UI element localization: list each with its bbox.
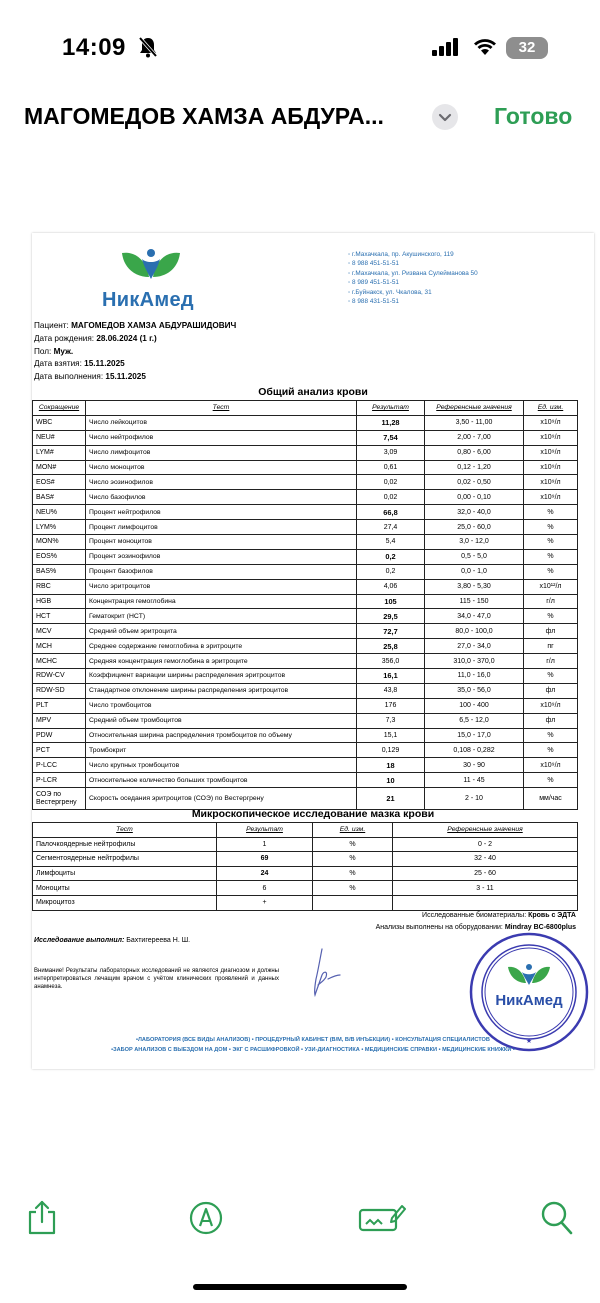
table-row xyxy=(33,881,578,896)
cbc-table xyxy=(32,400,578,810)
cell-unit: x10⁹/л xyxy=(524,698,578,713)
cell-ref: 11,0 - 16,0 xyxy=(425,669,524,684)
cell-ref xyxy=(393,895,578,910)
cell-ref: 25 - 60 xyxy=(393,866,578,881)
cell-result: 0,02 xyxy=(357,490,425,505)
cell-ref: 3,0 - 12,0 xyxy=(425,535,524,550)
table-row xyxy=(33,698,578,713)
cell-unit: г/л xyxy=(524,594,578,609)
cell-abbr: MCV xyxy=(33,624,86,639)
cell-unit: x10¹²/л xyxy=(524,579,578,594)
cell-unit: x10⁹/л xyxy=(524,430,578,445)
column-header: Результат xyxy=(217,823,313,838)
equipment-value: Mindray BC-6800plus xyxy=(504,924,576,931)
cell-result: 69 xyxy=(217,852,313,867)
cell-abbr: LYM# xyxy=(33,445,86,460)
table-row xyxy=(33,743,578,758)
contact-line: ◦ 8 988 431-51-51 xyxy=(348,297,478,306)
cell-abbr: MON# xyxy=(33,460,86,475)
table-row xyxy=(33,639,578,654)
cell-test: Среднее содержание гемоглобина в эритроците xyxy=(86,639,357,654)
cell-ref: 310,0 - 370,0 xyxy=(425,654,524,669)
table-row xyxy=(33,430,578,445)
cell-result: 18 xyxy=(357,758,425,773)
home-indicator xyxy=(193,1284,407,1290)
cell-ref: 34,0 - 47,0 xyxy=(425,609,524,624)
cell-test: Число тромбоцитов xyxy=(86,698,357,713)
dob-label: Дата рождения: xyxy=(34,333,95,343)
cell-result: + xyxy=(217,895,313,910)
table-row xyxy=(33,866,578,881)
contact-line: ◦ г.Махачкала, пр. Акушинского, 119 xyxy=(348,250,478,259)
cell-unit: % xyxy=(524,505,578,520)
taken-date-label: Дата взятия: xyxy=(34,359,82,369)
cell-result: 24 xyxy=(217,866,313,881)
cell-test: Микроцитоз xyxy=(33,895,217,910)
cell-unit: фл xyxy=(524,713,578,728)
performer-value: Бахтигереева Н. Ш. xyxy=(126,937,191,944)
cell-abbr: PLT xyxy=(33,698,86,713)
biomaterial-value: Кровь с ЭДТА xyxy=(528,912,576,919)
cell-test: Средний объем эритроцита xyxy=(86,624,357,639)
table-row xyxy=(33,594,578,609)
table-row xyxy=(33,535,578,550)
cell-unit: фл xyxy=(524,624,578,639)
cell-test: Процент базофилов xyxy=(86,564,357,579)
table-row xyxy=(33,758,578,773)
cell-test: Число лимфоцитов xyxy=(86,445,357,460)
signature-image xyxy=(306,945,346,1006)
cell-result: 72,7 xyxy=(357,624,425,639)
table-row xyxy=(33,669,578,684)
cell-result: 105 xyxy=(357,594,425,609)
done-button[interactable]: Готово xyxy=(494,103,573,129)
cell-abbr: PDW xyxy=(33,728,86,743)
table-row xyxy=(33,624,578,639)
table-row xyxy=(33,549,578,564)
cell-test: Относительное количество больших тромбоцитов xyxy=(86,773,357,788)
cell-ref: 3,50 - 11,00 xyxy=(425,415,524,430)
cell-result: 11,28 xyxy=(357,415,425,430)
footer-services-line-2: •ЗАБОР АНАЛИЗОВ С ВЫЕЗДОМ НА ДОМ • ЭКГ С РАСШИФРОВКОЙ • УЗИ-ДИАГНОСТИКА • МЕДИЦИНСКИЕ СПРАВКИ • МЕДИЦИНСКИЕ КНИЖКИ • xyxy=(111,1047,515,1053)
cell-abbr: NEU# xyxy=(33,430,86,445)
share-icon[interactable] xyxy=(26,1200,58,1241)
cell-result: 15,1 xyxy=(357,728,425,743)
cell-abbr: P-LCR xyxy=(33,773,86,788)
cell-ref: 0,12 - 1,20 xyxy=(425,460,524,475)
smear-table xyxy=(32,822,578,911)
cell-result: 21 xyxy=(357,788,425,810)
cell-unit: г/л xyxy=(524,654,578,669)
table-row xyxy=(33,852,578,867)
cell-test: Число эозинофилов xyxy=(86,475,357,490)
table-row xyxy=(33,475,578,490)
cell-ref: 3 - 11 xyxy=(393,881,578,896)
sex-value: Муж. xyxy=(53,346,74,356)
table-row xyxy=(33,788,578,810)
cell-abbr: MPV xyxy=(33,713,86,728)
cell-test: Число эритроцитов xyxy=(86,579,357,594)
cell-unit: % xyxy=(524,773,578,788)
cell-ref: 25,0 - 60,0 xyxy=(425,520,524,535)
table-row xyxy=(33,683,578,698)
table-row xyxy=(33,837,578,852)
cell-abbr: MCH xyxy=(33,639,86,654)
cell-abbr: WBC xyxy=(33,415,86,430)
stamp-brand: НикАмед xyxy=(495,992,563,1009)
cell-test: Тромбокрит xyxy=(86,743,357,758)
cell-abbr: EOS# xyxy=(33,475,86,490)
cell-test: Число нейтрофилов xyxy=(86,430,357,445)
cell-result: 10 xyxy=(357,773,425,788)
cell-result: 16,1 xyxy=(357,669,425,684)
cell-ref: 2,00 - 7,00 xyxy=(425,430,524,445)
cell-ref: 0,80 - 6,00 xyxy=(425,445,524,460)
column-header: Ед. изм. xyxy=(524,401,578,416)
column-header: Ед. изм. xyxy=(313,823,393,838)
cell-result: 7,3 xyxy=(357,713,425,728)
table-row xyxy=(33,490,578,505)
bell-muted-icon xyxy=(138,36,158,63)
document-title[interactable]: МАГОМЕДОВ ХАМЗА АБДУРА... xyxy=(24,103,384,129)
cell-unit: % xyxy=(313,866,393,881)
cell-unit: % xyxy=(313,837,393,852)
done-date-value: 15.11.2025 xyxy=(105,372,146,382)
cell-unit: % xyxy=(524,669,578,684)
contact-line: ◦ г.Буйнакск, ул. Чкалова, 31 xyxy=(348,288,478,297)
cell-result: 0,129 xyxy=(357,743,425,758)
cbc-title: Общий анализ крови xyxy=(258,386,368,398)
cell-unit: x10⁹/л xyxy=(524,758,578,773)
cell-ref: 35,0 - 56,0 xyxy=(425,683,524,698)
table-row xyxy=(33,773,578,788)
cell-unit: % xyxy=(524,520,578,535)
taken-date-value: 15.11.2025 xyxy=(84,359,125,369)
cell-unit xyxy=(313,895,393,910)
cell-result: 25,8 xyxy=(357,639,425,654)
table-row xyxy=(33,579,578,594)
cell-test: Концентрация гемоглобина xyxy=(86,594,357,609)
cell-unit: % xyxy=(524,728,578,743)
cell-ref: 30 - 90 xyxy=(425,758,524,773)
equipment-label: Анализы выполнены на оборудовании: xyxy=(375,924,503,931)
cell-result: 6 xyxy=(217,881,313,896)
done-date-label: Дата выполнения: xyxy=(34,372,104,382)
table-row xyxy=(33,564,578,579)
column-header: Тест xyxy=(86,401,357,416)
status-time: 14:09 xyxy=(62,34,126,61)
cell-ref: 0,5 - 5,0 xyxy=(425,549,524,564)
cell-result: 7,54 xyxy=(357,430,425,445)
cell-abbr: RDW-SD xyxy=(33,683,86,698)
cell-ref: 115 - 150 xyxy=(425,594,524,609)
cell-test: Число базофилов xyxy=(86,490,357,505)
patient-name-label: Пациент: xyxy=(34,321,69,330)
cell-abbr: NEU% xyxy=(33,505,86,520)
cell-unit: % xyxy=(313,881,393,896)
column-header: Референсные значения xyxy=(425,401,524,416)
performer-info xyxy=(34,937,190,944)
cell-abbr: RBC xyxy=(33,579,86,594)
performer-label: Исследование выполнил: xyxy=(34,937,125,944)
cell-unit: % xyxy=(524,549,578,564)
cell-result: 0,2 xyxy=(357,549,425,564)
cell-ref: 0,02 - 0,50 xyxy=(425,475,524,490)
cell-abbr: EOS% xyxy=(33,549,86,564)
cell-abbr: P-LCC xyxy=(33,758,86,773)
cell-result: 4,06 xyxy=(357,579,425,594)
column-header: Сокращение xyxy=(33,401,86,416)
column-header: Тест xyxy=(33,823,217,838)
biomaterial-label: Исследованные биоматериалы: xyxy=(422,912,527,919)
cell-test: Процент лимфоцитов xyxy=(86,520,357,535)
cell-unit: x10⁹/л xyxy=(524,460,578,475)
cell-test: Относительная ширина распределения тромбоцитов по объему xyxy=(86,728,357,743)
cell-result: 356,0 xyxy=(357,654,425,669)
column-header: Результат xyxy=(357,401,425,416)
cell-ref: 27,0 - 34,0 xyxy=(425,639,524,654)
cell-ref: 100 - 400 xyxy=(425,698,524,713)
table-row xyxy=(33,415,578,430)
table-row xyxy=(33,654,578,669)
nav-bar xyxy=(0,95,600,141)
cell-unit: % xyxy=(524,564,578,579)
disclaimer-note: Внимание! Результаты лабораторных исследований не являются диагнозом и должны интерпретироваться лечащим врачом с учётом клинических проявлений и данных анамнеза. xyxy=(34,968,279,990)
cell-unit: x10⁹/л xyxy=(524,475,578,490)
table-row xyxy=(33,609,578,624)
cell-abbr: MON% xyxy=(33,535,86,550)
cell-abbr: PCT xyxy=(33,743,86,758)
clinic-contacts xyxy=(348,250,478,306)
contact-line: ◦ 8 988 451-51-51 xyxy=(348,259,478,268)
cell-result: 29,5 xyxy=(357,609,425,624)
cell-ref: 2 - 10 xyxy=(425,788,524,810)
table-row xyxy=(33,505,578,520)
cell-abbr: HCT xyxy=(33,609,86,624)
cell-unit: % xyxy=(524,743,578,758)
cell-ref: 3,80 - 5,30 xyxy=(425,579,524,594)
column-header: Референсные значения xyxy=(393,823,578,838)
cell-ref: 32,0 - 40,0 xyxy=(425,505,524,520)
cell-test: Число моноцитов xyxy=(86,460,357,475)
cell-abbr: RDW-CV xyxy=(33,669,86,684)
cell-result: 27,4 xyxy=(357,520,425,535)
cell-unit: % xyxy=(524,535,578,550)
chevron-down-icon xyxy=(432,104,458,130)
cell-result: 0,61 xyxy=(357,460,425,475)
cell-test: Гематокрит (HCT) xyxy=(86,609,357,624)
table-row xyxy=(33,445,578,460)
cell-ref: 80,0 - 100,0 xyxy=(425,624,524,639)
logo-icon xyxy=(120,247,182,292)
cell-test: Процент нейтрофилов xyxy=(86,505,357,520)
cell-test: Число крупных тромбоцитов xyxy=(86,758,357,773)
table-row xyxy=(33,728,578,743)
cell-ref: 32 - 40 xyxy=(393,852,578,867)
brand-name: НикАмед xyxy=(102,289,194,311)
cell-unit: мм/час xyxy=(524,788,578,810)
cell-result: 66,8 xyxy=(357,505,425,520)
markup-icon[interactable] xyxy=(188,1200,224,1241)
wifi-icon xyxy=(472,37,498,62)
contact-line: ◦ 8 989 451-51-51 xyxy=(348,278,478,287)
cell-test: Стандартное отклонение ширины распределения эритроцитов xyxy=(86,683,357,698)
cell-test: Процент моноцитов xyxy=(86,535,357,550)
cell-unit: фл xyxy=(524,683,578,698)
cell-test: Моноциты xyxy=(33,881,217,896)
cell-abbr: BAS# xyxy=(33,490,86,505)
cell-ref: 15,0 - 17,0 xyxy=(425,728,524,743)
table-row xyxy=(33,460,578,475)
cell-test: Средняя концентрация гемоглобина в эритроците xyxy=(86,654,357,669)
cell-ref: 0,108 - 0,282 xyxy=(425,743,524,758)
cell-test: Скорость оседания эритроцитов (СОЭ) по Вестергрену xyxy=(86,788,357,810)
smear-title: Микроскопическое исследование мазка крови xyxy=(191,808,435,820)
table-row xyxy=(33,895,578,910)
cell-test: Процент эозинофилов xyxy=(86,549,357,564)
cell-result: 43,8 xyxy=(357,683,425,698)
contact-line: ◦ г.Махачкала, ул. Ризвана Сулейманова 50 xyxy=(348,269,478,278)
patient-info xyxy=(34,320,236,384)
svg-text:★: ★ xyxy=(525,1038,533,1045)
table-row xyxy=(33,520,578,535)
battery-indicator: 32 xyxy=(506,37,548,59)
cell-result: 1 xyxy=(217,837,313,852)
signature-icon[interactable] xyxy=(358,1200,406,1239)
cellular-signal-icon xyxy=(432,38,460,61)
cell-abbr: СОЭ по Вестергрену xyxy=(33,788,86,810)
cell-test: Средний объем тромбоцитов xyxy=(86,713,357,728)
cell-unit: пг xyxy=(524,639,578,654)
cell-abbr: BAS% xyxy=(33,564,86,579)
cell-ref: 0,00 - 0,10 xyxy=(425,490,524,505)
footer-services-line-1: •ЛАБОРАТОРИЯ (ВСЕ ВИДЫ АНАЛИЗОВ) • ПРОЦЕДУРНЫЙ КАБИНЕТ (В/М, В/В ИНЪЕКЦИИ) • КОНСУЛЬТАЦИЯ СПЕЦИАЛИСТОВ xyxy=(136,1037,490,1043)
cell-test: Лимфоциты xyxy=(33,866,217,881)
cell-ref: 0,0 - 1,0 xyxy=(425,564,524,579)
cell-unit: % xyxy=(524,609,578,624)
sex-label: Пол: xyxy=(34,346,52,356)
cell-abbr: LYM% xyxy=(33,520,86,535)
cell-result: 3,09 xyxy=(357,445,425,460)
cell-result: 0,2 xyxy=(357,564,425,579)
cell-test: Сегментоядерные нейтрофилы xyxy=(33,852,217,867)
status-bar xyxy=(0,0,600,90)
cell-result: 176 xyxy=(357,698,425,713)
cell-unit: x10⁹/л xyxy=(524,490,578,505)
cell-result: 5,4 xyxy=(357,535,425,550)
table-row xyxy=(33,713,578,728)
cell-unit: % xyxy=(313,852,393,867)
cell-result: 0,02 xyxy=(357,475,425,490)
cell-abbr: HGB xyxy=(33,594,86,609)
cell-test: Коэффициент вариации ширины распределения эритроцитов xyxy=(86,669,357,684)
cell-abbr: MCHC xyxy=(33,654,86,669)
lab-report-document xyxy=(32,233,594,1069)
cell-ref: 6,5 - 12,0 xyxy=(425,713,524,728)
patient-name: МАГОМЕДОВ ХАМЗА АБДУРАШИДОВИЧ xyxy=(71,321,237,330)
cell-test: Число лейкоцитов xyxy=(86,415,357,430)
cell-test: Палочкоядерные нейтрофилы xyxy=(33,837,217,852)
cell-unit: x10⁹/л xyxy=(524,445,578,460)
dob-value: 28.06.2024 (1 г.) xyxy=(96,333,157,343)
title-menu-button[interactable] xyxy=(432,104,458,130)
cell-ref: 0 - 2 xyxy=(393,837,578,852)
search-icon[interactable] xyxy=(540,1200,574,1241)
cell-ref: 11 - 45 xyxy=(425,773,524,788)
cell-unit: x10⁹/л xyxy=(524,415,578,430)
